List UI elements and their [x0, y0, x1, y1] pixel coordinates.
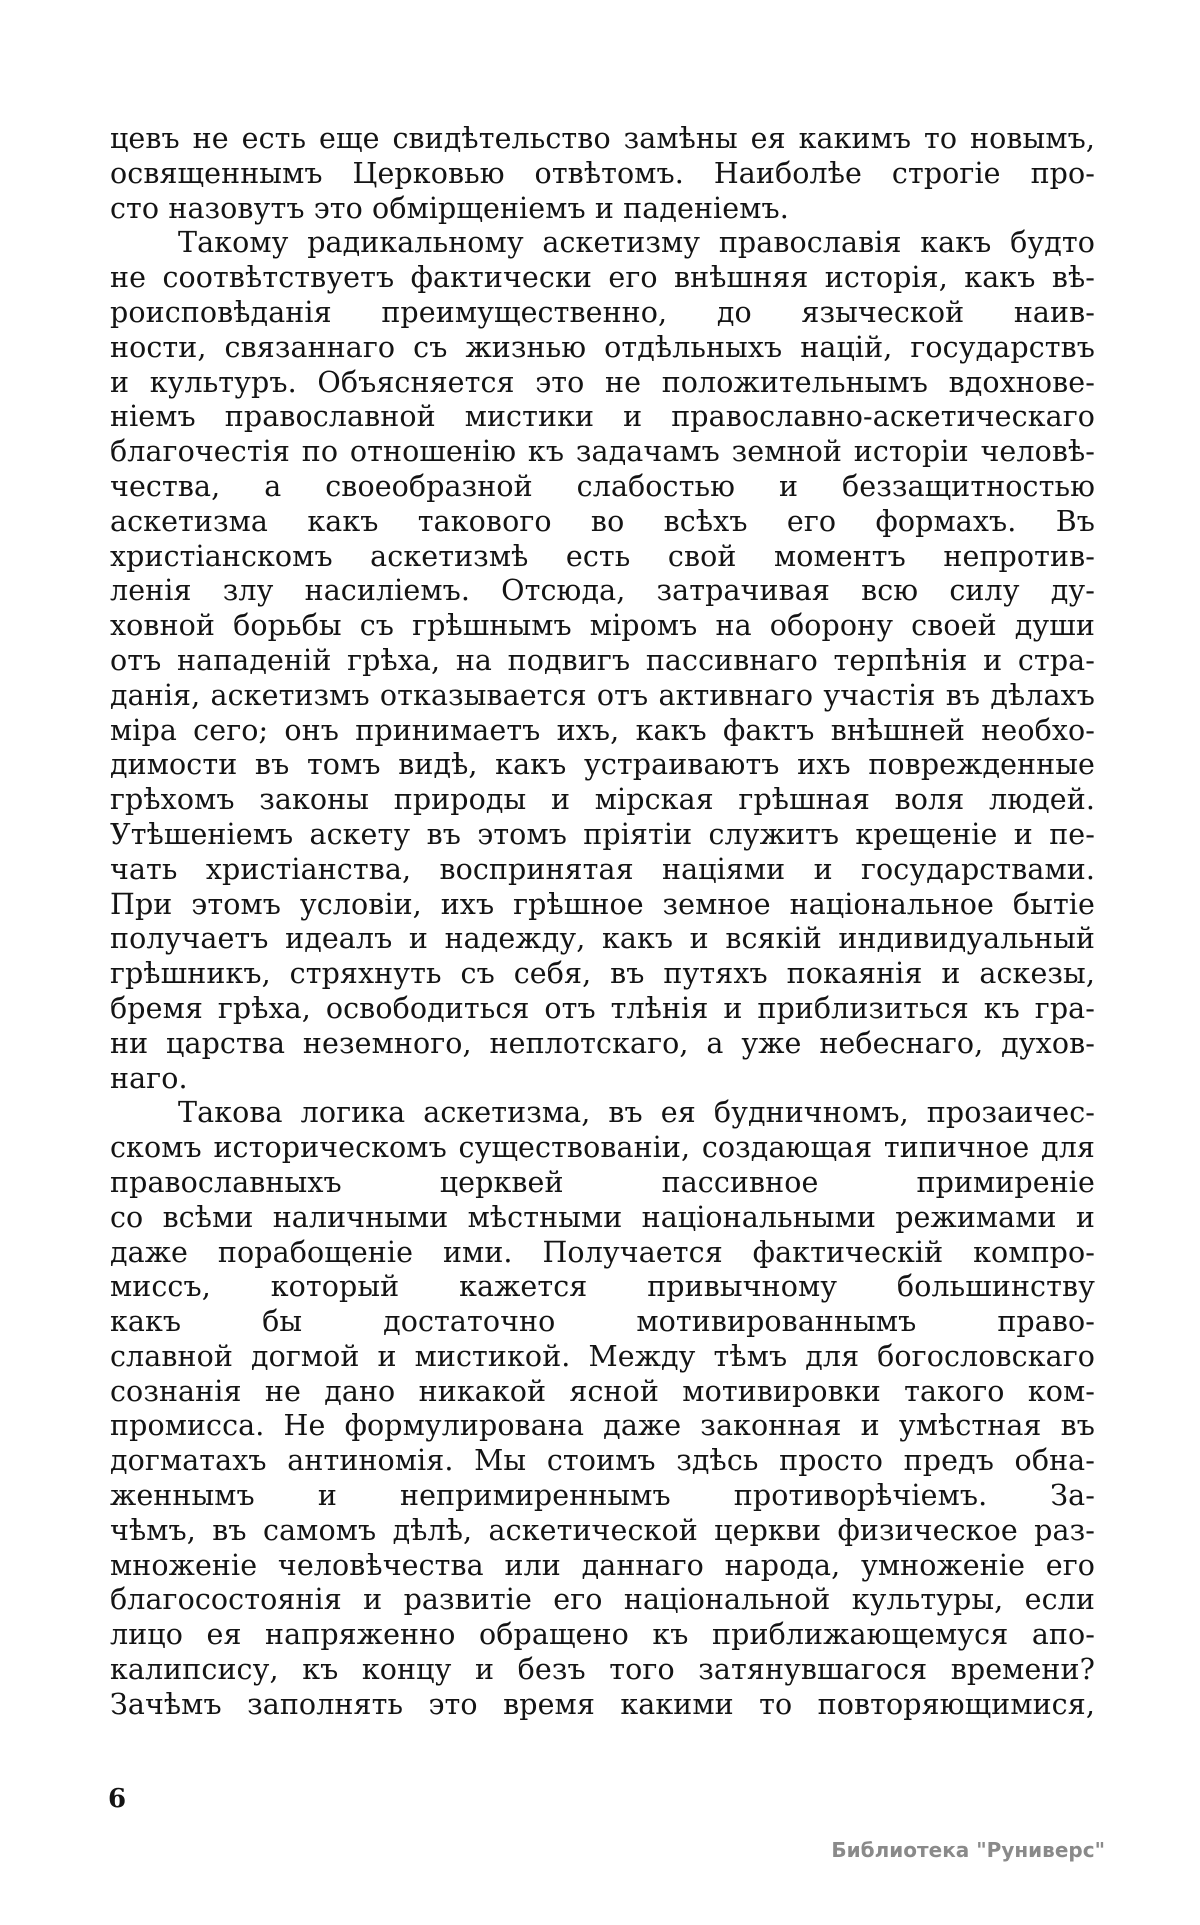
text-line: чать христіанства, воспринятая націями и государствами. [110, 852, 1095, 886]
text-line: данія, аскетизмъ отказывается отъ активнаго участія въ дѣлахъ [110, 678, 1095, 712]
text-line: ховной борьбы съ грѣшнымъ міромъ на оборону своей души [110, 609, 1095, 643]
text-line: аскетизма какъ такового во всѣхъ его формахъ. Въ [110, 504, 1095, 538]
text-line: догматахъ антиномія. Мы стоимъ здѣсь просто предъ обна- [110, 1444, 1095, 1478]
text-line: православныхъ церквей пассивное примиреніе [110, 1165, 1095, 1199]
text-line: благочестія по отношенію къ задачамъ земной исторіи человѣ- [110, 435, 1095, 469]
text-line: При этомъ условіи, ихъ грѣшное земное національное бытіе [110, 887, 1095, 921]
text-line: міра сего; онъ принимаетъ ихъ, какъ фактъ внѣшней необхо- [110, 713, 1095, 747]
text-line: димости въ томъ видѣ, какъ устраиваютъ ихъ поврежденные [110, 748, 1095, 782]
text-line: наго. [110, 1061, 188, 1095]
text-line: ности, связаннаго съ жизнью отдѣльныхъ націй, государствъ [110, 330, 1095, 364]
text-line: не соотвѣтствуетъ фактически его внѣшняя исторія, какъ вѣ- [110, 261, 1095, 295]
text-line: освященнымъ Церковью отвѣтомъ. Наиболѣе строгіе про- [110, 156, 1095, 190]
text-line: цевъ не есть еще свидѣтельство замѣны ея какимъ то новымъ, [110, 122, 1095, 155]
text-line: роисповѣданія преимущественно, до языческой наив- [110, 295, 1095, 329]
text-line: чества, а своеобразной слабостью и беззащитностью [110, 469, 1095, 503]
text-line: множеніе человѣчества или даннаго народа, умноженіе его [110, 1548, 1095, 1582]
text-line: сто назовутъ это обмірщеніемъ и паденіемъ. [110, 191, 789, 225]
text-line: лицо ея напряженно обращено къ приближающемуся апо- [110, 1618, 1095, 1652]
text-line: Такому радикальному аскетизму православія какъ будто [178, 226, 1095, 260]
text-line: Утѣшеніемъ аскету въ этомъ пріятіи служитъ крещеніе и пе- [110, 817, 1095, 851]
text-line: ленія злу насиліемъ. Отсюда, затрачивая всю силу ду- [110, 574, 1095, 608]
body-text [110, 122, 1095, 1723]
text-line: даже порабощеніе ими. Получается фактическій компро- [110, 1235, 1095, 1269]
text-line: получаетъ идеалъ и надежду, какъ и всякій индивидуальный [110, 922, 1095, 956]
text-line: славной догмой и мистикой. Между тѣмъ для богословскаго [110, 1339, 1095, 1373]
text-line: бремя грѣха, освободиться отъ тлѣнія и приблизиться къ гра- [110, 991, 1095, 1025]
text-line: промисса. Не формулирована даже законная и умѣстная въ [110, 1409, 1095, 1443]
text-line: благосостоянія и развитіе его національной культуры, если [110, 1583, 1095, 1617]
text-line: грѣхомъ законы природы и мірская грѣшная воля людей. [110, 783, 1095, 817]
text-line: христіанскомъ аскетизмѣ есть свой моментъ непротив- [110, 539, 1095, 573]
text-line: миссъ, который кажется привычному большинству [110, 1270, 1095, 1304]
text-line: какъ бы достаточно мотивированнымъ право- [110, 1305, 1095, 1339]
text-line: женнымъ и непримиреннымъ противорѣчіемъ. За- [110, 1479, 1095, 1513]
text-line: грѣшникъ, стряхнуть съ себя, въ путяхъ покаянія и аскезы, [110, 957, 1095, 991]
text-line: Такова логика аскетизма, въ ея будничномъ, прозаичес- [178, 1096, 1095, 1130]
text-line: со всѣми наличными мѣстными національными режимами и [110, 1200, 1095, 1234]
page-number: 6 [108, 1784, 127, 1814]
text-line: чѣмъ, въ самомъ дѣлѣ, аскетической церкви физическое раз- [110, 1513, 1095, 1547]
library-watermark: Библиотека "Руниверс" [831, 1838, 1105, 1862]
text-line: скомъ историческомъ существованіи, создающая типичное для [110, 1131, 1095, 1165]
text-line: ни царства неземного, неплотскаго, а уже небеснаго, духов- [110, 1026, 1095, 1060]
text-line: калипсису, къ концу и безъ того затянувшагося времени? [110, 1653, 1095, 1687]
text-line: и культуръ. Объясняется это не положительнымъ вдохнове- [110, 365, 1095, 399]
text-line: отъ нападеній грѣха, на подвигъ пассивнаго терпѣнія и стра- [110, 643, 1095, 677]
text-line: сознанія не дано никакой ясной мотивировки такого ком- [110, 1374, 1095, 1408]
text-line: ніемъ православной мистики и православно-аскетическаго [110, 400, 1095, 434]
text-line: Зачѣмъ заполнять это время какими то повторяющимися, [110, 1687, 1095, 1721]
